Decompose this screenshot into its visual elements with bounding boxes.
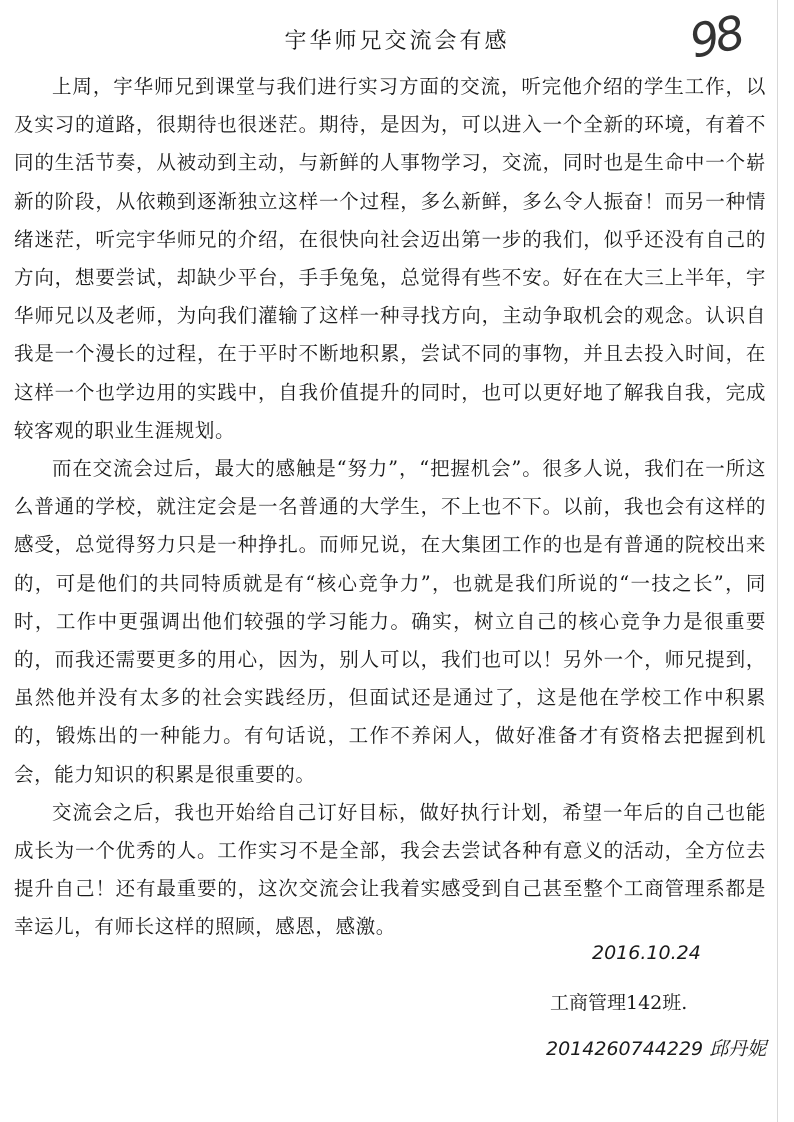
paragraph-1: 上周，宇华师兄到课堂与我们进行实习方面的交流，听完他介绍的学生工作，以及实习的道路，很期待也很迷茫。期待，是因为，可以进入一个全新的环境，有着不同的生活节奏，从被动到主动，与新鲜的人事物学习，交流，同时也是生命中一个崭新的阶段，从依赖到逐渐独立这样一个过程，多么新鲜，多么令人振奋！而另一种情绪迷茫，听完宇华师兄的介绍，在很快向社会迈出第一步的我们，似乎还没有自己的方向，想要尝试，却缺少平台，手手兔兔，总觉得有些不安。好在在大三上半年，宇华师兄以及老师，为向我们灌输了这样一种寻找方向，主动争取机会的观念。认识自我是一个漫长的过程，在于平时不断地积累，尝试不同的事物，并且去投入时间，在这样一个也学边用的实践中，自我价值提升的同时，也可以更好地了解我自我，完成较客观的职业生涯规划。: [14, 75, 766, 442]
score-mark: 98: [684, 5, 746, 69]
paragraph-3: 交流会之后，我也开始给自己订好目标，做好执行计划，希望一年后的自己也能成长为一个优秀的人。工作实习不是全部，我会去尝试各种有意义的活动，全方位去提升自己！还有最重要的，这次交流会让我着实感受到自己甚至整个工商管理系都是幸运儿，有师长这样的照顾，感恩，感激。: [14, 800, 766, 939]
class-line: 工商管理142班.: [550, 992, 688, 1014]
student-signature: 2014260744229 邱丹妮: [546, 1038, 767, 1060]
paragraph-2: 而在交流会过后，最大的感触是“努力”，“把握机会”。很多人说，我们在一所这么普通的学校，就注定会是一名普通的大学生，不上也不下。以前，我也会有这样的感受，总觉得努力只是一种挣扎。而师兄说，在大集团工作的也是有普通的院校出来的，可是他们的共同特质就是有“核心竞争力”，也就是我们所说的“一技之长”，同时，工作中更强调出他们较强的学习能力。确实，树立自己的核心竞争力是很重要的，而我还需要更多的用心，因为，别人可以，我们也可以！另外一个，师兄提到，虽然他并没有太多的社会实践经历，但面试还是通过了，这是他在学校工作中积累的，锻炼出的一种能力。有句话说，工作不养闲人，做好准备才有资格去把握到机会，能力知识的积累是很重要的。: [14, 457, 766, 786]
page-edge-divider: [777, 0, 778, 1122]
date-line: 2016.10.24: [592, 942, 701, 964]
essay-body: [14, 68, 766, 947]
page-title: 宇华师兄交流会有感: [284, 29, 510, 54]
